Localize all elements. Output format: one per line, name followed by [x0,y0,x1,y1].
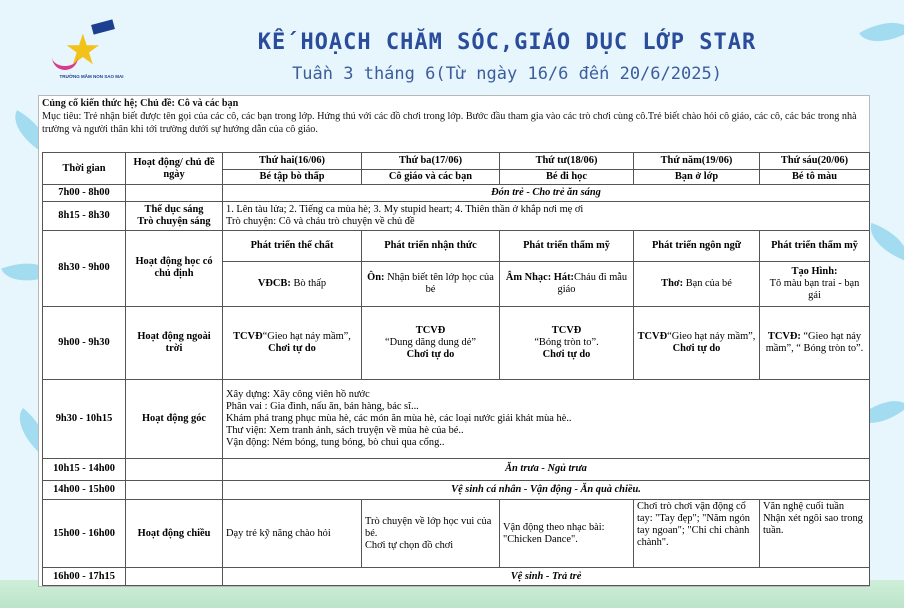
activity-label: Trò chuyện sáng [137,215,211,227]
plan-frame [38,95,870,587]
afternoon-wednesday: Vận động theo nhạc bài: "Chicken Dance". [500,499,634,567]
time-cell: 16h00 - 17h15 [43,568,126,586]
lesson-tuesday: Ôn: Nhận biết tên lớp học của bé [362,261,500,307]
time-cell: 9h00 - 9h30 [43,307,126,380]
day-thursday: Thứ năm(19/06) [634,153,760,170]
field-cell: Phát triển thể chất [223,230,362,261]
outdoor-tuesday: TCVĐ “Dung dăng dung dẻ” Chơi tự do [362,307,500,380]
intro-heading: Củng cố kiến thức hệ; Chủ đề: Cô và các bạn [42,98,239,109]
morning-talk: Trò chuyện: Cô và cháu trò chuyện về chủ đề [226,215,415,227]
page-subtitle: Tuần 3 tháng 6(Từ ngày 16/6 đến 20/6/2025) [292,64,722,84]
intro-goal: Mục tiêu: Trẻ nhận biết được tên gọi của các cô, các bạn trong lớp. Hứng thú với các đồ chơi trong lớp. Bước đầu tham gia vào các trò chơi cùng cô.Trẻ biết chào hỏi cô giáo, các cô, các bác trong nhà trường và người thân khi tới trường dưới sự hướng dẫn của cô giáo. [42,111,857,135]
schedule-table [42,152,870,586]
routine-cell: Đón trẻ - Cho trẻ ăn sáng [223,185,870,202]
theme-friday: Bé tô màu [760,169,870,185]
activity-cell: Hoạt động học có chủ định [126,230,223,307]
field-cell: Phát triển nhận thức [362,230,500,261]
activity-label: Thể dục sáng [144,203,204,215]
header-activity: Hoạt động/ chủ đề ngày [126,153,223,185]
time-cell: 15h00 - 16h00 [43,499,126,567]
day-friday: Thứ sáu(20/06) [760,153,870,170]
lesson-friday: Tạo Hình: Tô màu bạn trai - bạn gái [760,261,870,307]
afternoon-monday: Dạy trẻ kỹ năng chào hỏi [223,499,362,567]
activity-cell: Hoạt động góc [126,379,223,458]
corner-item: Khám phá trang phục mùa hè, các món ăn mùa hè, các loại nước giải khát mùa hè.. [226,412,572,424]
field-cell: Phát triển ngôn ngữ [634,230,760,261]
routine-cell: Ăn trưa - Ngủ trưa [223,458,870,481]
theme-thursday: Bạn ở lớp [634,169,760,185]
decorative-leaf [859,10,904,54]
field-cell: Phát triển thẩm mỹ [760,230,870,261]
activity-cell: Hoạt động ngoài trời [126,307,223,380]
time-cell: 7h00 - 8h00 [43,185,126,202]
exercise-list: 1. Lên tàu lửa; 2. Tiếng ca mùa hè; 3. My stupid heart; 4. Thiên thần ở khắp nơi mẹ ơi [226,203,584,215]
activity-cell [126,481,223,500]
routine-cell: Vệ sinh - Trả trẻ [223,568,870,586]
time-cell: 9h30 - 10h15 [43,379,126,458]
afternoon-friday: Văn nghệ cuối tuần Nhận xét ngôi sao trong tuần. [760,499,870,567]
activity-cell [126,201,223,230]
theme-monday: Bé tập bò thấp [223,169,362,185]
activity-cell: Hoạt động chiều [126,499,223,567]
afternoon-thursday: Chơi trò chơi vận động cổ tay: "Tay đẹp"; "Năm ngón tay ngoan"; "Chi chi chành chành". [634,499,760,567]
day-monday: Thứ hai(16/06) [223,153,362,170]
time-cell: 8h30 - 9h00 [43,230,126,307]
outdoor-monday: TCVĐ“Gieo hạt nảy mầm”, Chơi tự do [223,307,362,380]
day-wednesday: Thứ tư(18/06) [500,153,634,170]
page-title: KẾ HOẠCH CHĂM SÓC,GIÁO DỤC LỚP STAR [257,30,757,55]
lesson-thursday: Thơ: Bạn của bé [634,261,760,307]
lesson-wednesday: Âm Nhạc: Hát:Cháu đi mẫu giáo [500,261,634,307]
outdoor-thursday: TCVĐ“Gieo hạt nảy mầm”, Chơi tự do [634,307,760,380]
corner-item: Thư viện: Xem tranh ảnh, sách truyện về mùa hè của bé.. [226,424,464,436]
corner-item: Phân vai : Gia đình, nấu ăn, bán hàng, bác sĩ... [226,400,419,412]
activity-cell [126,458,223,481]
afternoon-tuesday: Trò chuyện về lớp học vui của bé. Chơi tự chọn đồ chơi [362,499,500,567]
field-cell: Phát triển thẩm mỹ [500,230,634,261]
theme-wednesday: Bé đi học [500,169,634,185]
time-cell: 8h15 - 8h30 [43,201,126,230]
outdoor-friday: TCVĐ: “Gieo hạt nảy mầm”, “ Bóng tròn to”. [760,307,870,380]
day-tuesday: Thứ ba(17/06) [362,153,500,170]
time-cell: 10h15 - 14h00 [43,458,126,481]
activity-cell [126,568,223,586]
corner-activities [223,379,870,458]
time-cell: 14h00 - 15h00 [43,481,126,500]
school-logo [44,14,134,86]
corner-item: Vận động: Ném bóng, tung bóng, bò chui qua cổng.. [226,436,445,448]
morning-content [223,201,870,230]
logo-caption: TRƯỜNG MẦM NON SAO MAI [59,74,124,79]
corner-item: Xây dựng: Xây công viên hồ nước [226,388,370,400]
header-time: Thời gian [43,153,126,185]
routine-cell: Vệ sinh cá nhân - Vận động - Ăn quà chiều. [223,481,870,500]
lesson-monday: VĐCB: Bò thấp [223,261,362,307]
theme-tuesday: Cô giáo và các bạn [362,169,500,185]
activity-cell [126,185,223,202]
star-icon: ★ [64,28,102,74]
outdoor-wednesday: TCVĐ “Bóng tròn to”. Chơi tự do [500,307,634,380]
intro-block [42,97,864,136]
